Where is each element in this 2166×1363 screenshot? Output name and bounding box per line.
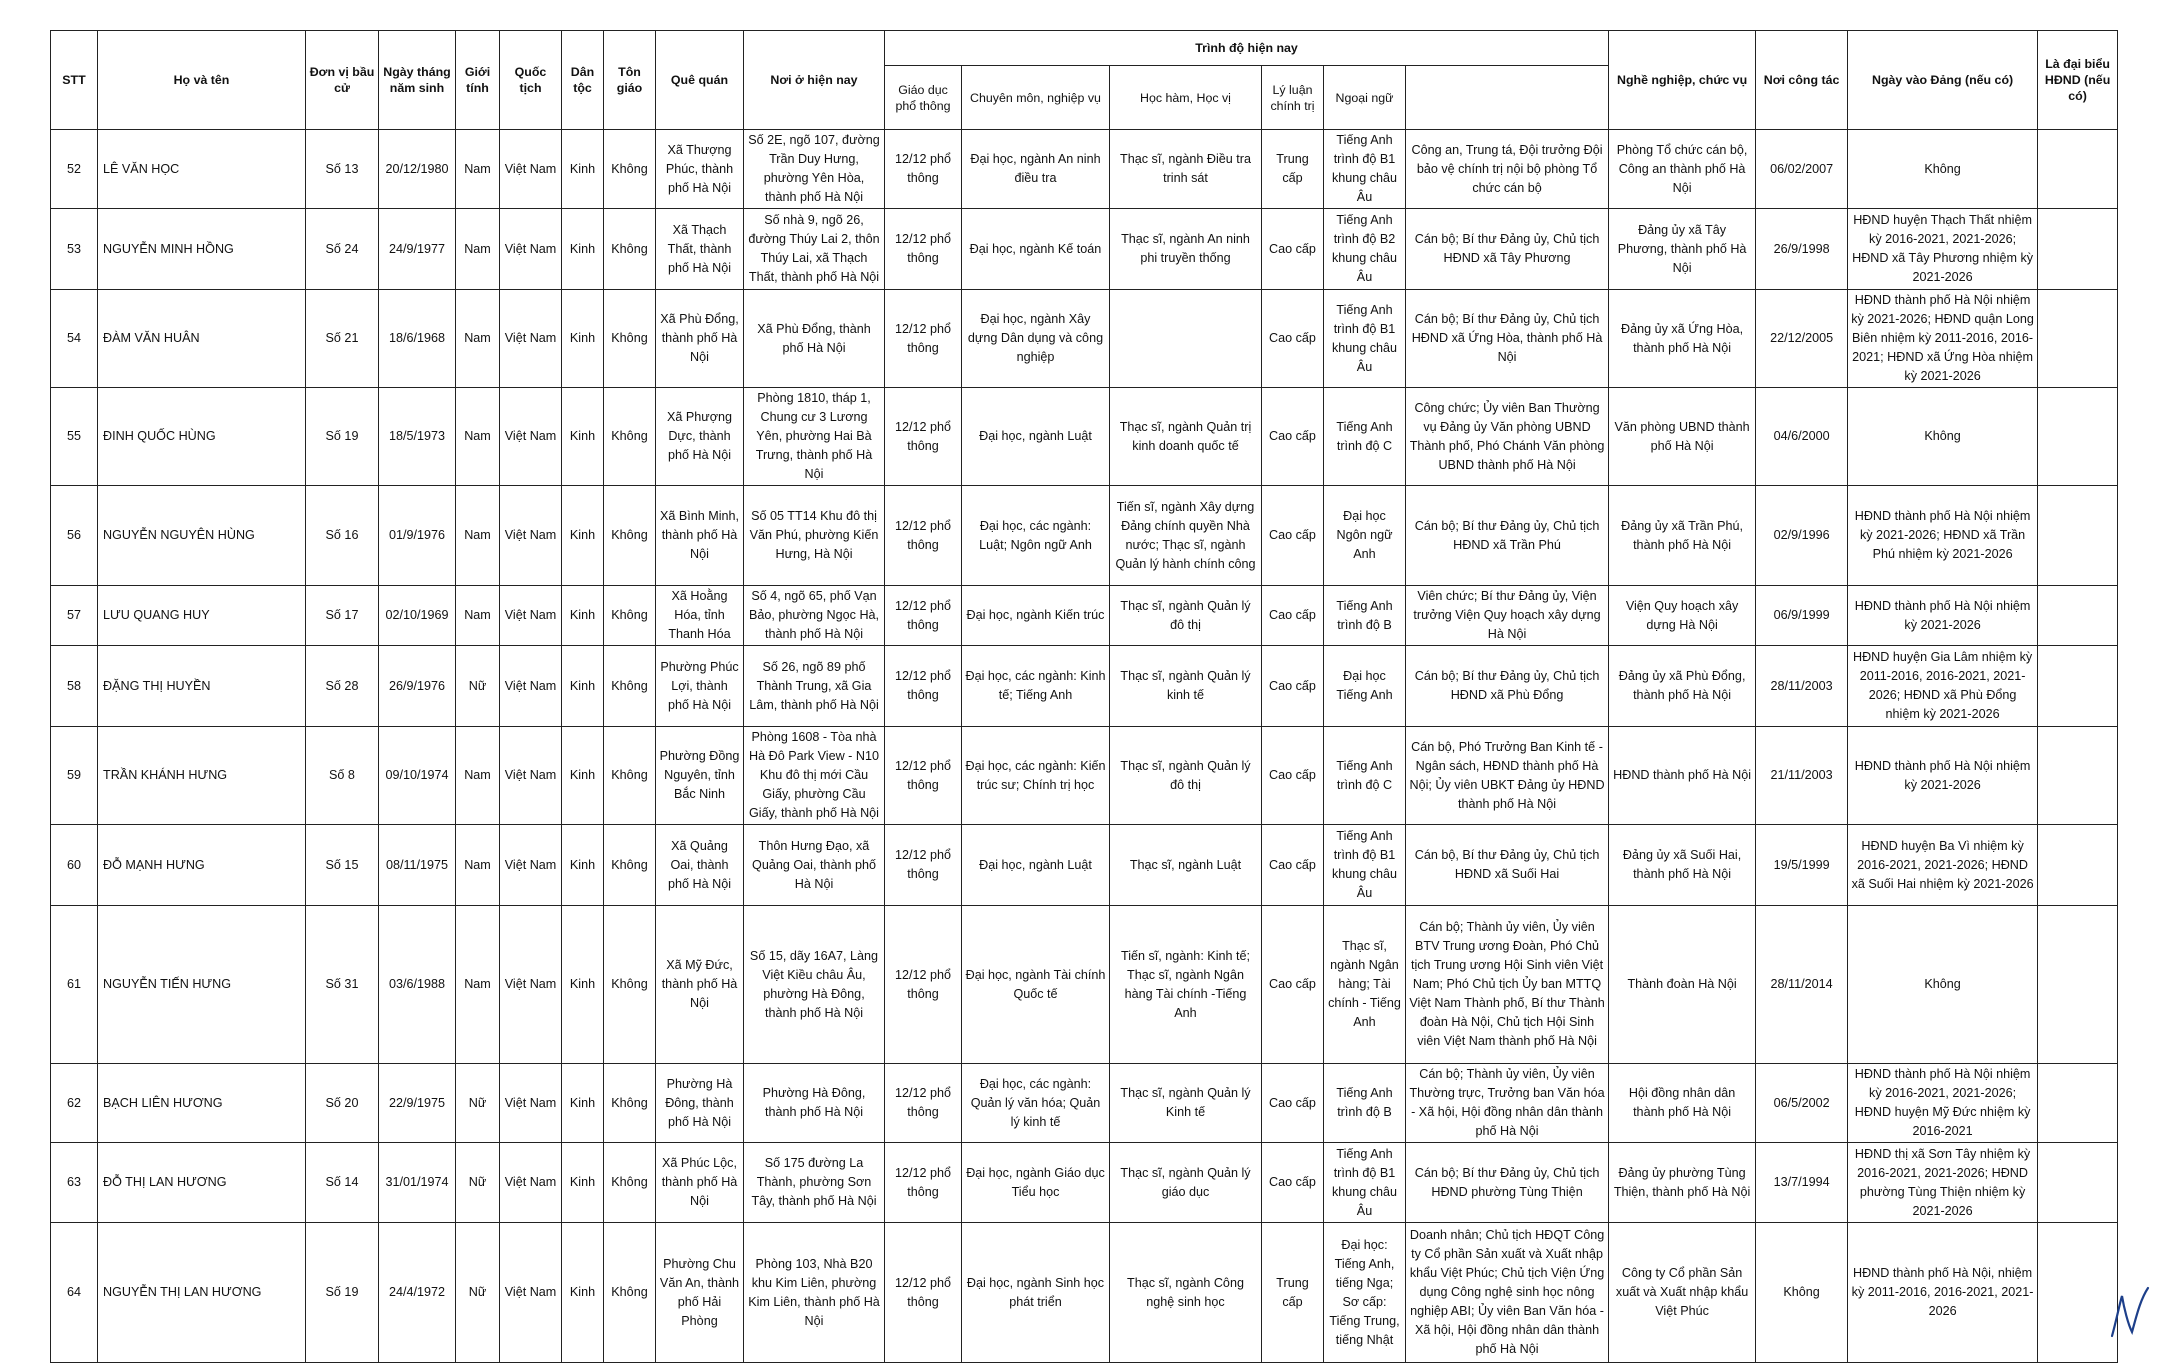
cell-specialty: Đại học, ngành Luật — [962, 388, 1110, 486]
col-header-stt: STT — [51, 31, 98, 130]
cell-address: Số 05 TT14 Khu đô thị Văn Phú, phường Kiến Hưng, Hà Nội — [744, 486, 885, 586]
cell-specialty: Đại học, các ngành: Quản lý văn hóa; Quản lý kinh tế — [962, 1064, 1110, 1143]
cell-foreign-language: Tiếng Anh trình độ B1 khung châu Âu — [1324, 825, 1406, 906]
cell-workplace: Công ty Cổ phần Sản xuất và Xuất nhập khẩu Việt Phúc — [1609, 1223, 1756, 1363]
table-row — [51, 1064, 2118, 1143]
cell-stt: 58 — [51, 646, 98, 727]
cell-workplace: Văn phòng UBND thành phố Hà Nội — [1609, 388, 1756, 486]
cell-sex: Nam — [456, 727, 500, 825]
cell-specialty: Đại học, ngành Kiến trúc — [962, 586, 1110, 646]
cell-political-theory: Cao cấp — [1262, 825, 1324, 906]
cell-academic-degree: Thạc sĩ, ngành Quản lý kinh tế — [1110, 646, 1262, 727]
cell-name: ĐỖ MẠNH HƯNG — [98, 825, 306, 906]
cell-foreign-language: Tiếng Anh trình độ B1 khung châu Âu — [1324, 290, 1406, 388]
cell-dob: 02/10/1969 — [379, 586, 456, 646]
cell-hometown: Xã Bình Minh, thành phố Hà Nội — [656, 486, 744, 586]
cell-dob: 22/9/1975 — [379, 1064, 456, 1143]
cell-stt: 52 — [51, 130, 98, 209]
cell-note — [2038, 1064, 2118, 1143]
cell-foreign-language: Tiếng Anh trình độ B — [1324, 1064, 1406, 1143]
cell-name: ĐẶNG THỊ HUYỀN — [98, 646, 306, 727]
col-header-hometown: Quê quán — [656, 31, 744, 130]
cell-nationality: Việt Nam — [500, 646, 562, 727]
cell-deputy: Không — [1848, 906, 2038, 1064]
cell-address: Số 15, dãy 16A7, Làng Việt Kiều châu Âu, phường Hà Đông, thành phố Hà Nội — [744, 906, 885, 1064]
cell-nationality: Việt Nam — [500, 486, 562, 586]
cell-workplace: Đảng ủy xã Suối Hai, thành phố Hà Nội — [1609, 825, 1756, 906]
cell-religion: Không — [604, 209, 656, 290]
cell-political-theory: Cao cấp — [1262, 586, 1324, 646]
cell-foreign-language: Đại học: Tiếng Anh, tiếng Nga; Sơ cấp: Tiếng Trung, tiếng Nhật — [1324, 1223, 1406, 1363]
cell-workplace: Đảng ủy xã Tây Phương, thành phố Hà Nội — [1609, 209, 1756, 290]
candidate-rows — [51, 130, 2118, 1363]
cell-name: NGUYỄN MINH HỒNG — [98, 209, 306, 290]
cell-workplace: Đảng ủy xã Ứng Hòa, thành phố Hà Nội — [1609, 290, 1756, 388]
cell-deputy: HĐND thành phố Hà Nội nhiệm kỳ 2016-2021, 2021-2026; HĐND huyện Mỹ Đức nhiệm kỳ 2016-2021 — [1848, 1064, 2038, 1143]
cell-name: NGUYỄN NGUYÊN HÙNG — [98, 486, 306, 586]
cell-academic-degree: Thạc sĩ, ngành Quản lý đô thị — [1110, 586, 1262, 646]
cell-occupation: Công an, Trung tá, Đội trưởng Đội bảo vệ chính trị nội bộ phòng Tổ chức cán bộ — [1406, 130, 1609, 209]
cell-note — [2038, 586, 2118, 646]
cell-occupation: Cán bộ; Thành ủy viên, Ủy viên BTV Trung ương Đoàn, Phó Chủ tịch Trung ương Hội Sinh viên Việt Nam; Phó Chủ tịch Ủy ban MTTQ Việt Nam Thành phố, Bí thư Thành đoàn Hà Nội, Chủ tịch Hội Sinh viên Việt Nam thành phố Hà Nội — [1406, 906, 1609, 1064]
cell-name: LÊ VĂN HỌC — [98, 130, 306, 209]
cell-dob: 09/10/1974 — [379, 727, 456, 825]
cell-address: Phòng 1810, tháp 1, Chung cư 3 Lương Yên, phường Hai Bà Trưng, thành phố Hà Nội — [744, 388, 885, 486]
cell-general-education: 12/12 phổ thông — [885, 586, 962, 646]
cell-name: LƯU QUANG HUY — [98, 586, 306, 646]
cell-sex: Nữ — [456, 646, 500, 727]
table-row — [51, 290, 2118, 388]
cell-unit: Số 28 — [306, 646, 379, 727]
cell-specialty: Đại học, ngành An ninh điều tra — [962, 130, 1110, 209]
cell-hometown: Phường Hà Đông, thành phố Hà Nội — [656, 1064, 744, 1143]
col-header-unit: Đơn vị bầu cử — [306, 31, 379, 130]
col-header-address: Nơi ở hiện nay — [744, 31, 885, 130]
cell-religion: Không — [604, 1143, 656, 1223]
cell-stt: 56 — [51, 486, 98, 586]
cell-hometown: Xã Hoằng Hóa, tỉnh Thanh Hóa — [656, 586, 744, 646]
table-row — [51, 906, 2118, 1064]
cell-political-theory: Cao cấp — [1262, 1064, 1324, 1143]
cell-workplace: Đảng ủy phường Tùng Thiện, thành phố Hà Nội — [1609, 1143, 1756, 1223]
cell-deputy: HĐND huyện Gia Lâm nhiệm kỳ 2011-2016, 2016-2021, 2021-2026; HĐND xã Phù Đổng nhiệm kỳ 2021-2026 — [1848, 646, 2038, 727]
cell-unit: Số 31 — [306, 906, 379, 1064]
candidate-table — [50, 30, 2118, 1363]
cell-foreign-language: Tiếng Anh trình độ C — [1324, 388, 1406, 486]
cell-name: TRẦN KHÁNH HƯNG — [98, 727, 306, 825]
cell-general-education: 12/12 phổ thông — [885, 130, 962, 209]
col-header-workplace: Nơi công tác — [1756, 31, 1848, 130]
header-row-1 — [51, 31, 2118, 66]
table-row — [51, 388, 2118, 486]
cell-workplace: Phòng Tổ chức cán bộ, Công an thành phố Hà Nội — [1609, 130, 1756, 209]
cell-unit: Số 15 — [306, 825, 379, 906]
cell-unit: Số 21 — [306, 290, 379, 388]
cell-name: NGUYỄN TIẾN HƯNG — [98, 906, 306, 1064]
cell-dob: 26/9/1976 — [379, 646, 456, 727]
cell-academic-degree: Thạc sĩ, ngành Công nghệ sinh học — [1110, 1223, 1262, 1363]
cell-foreign-language: Tiếng Anh trình độ B2 khung châu Âu — [1324, 209, 1406, 290]
cell-academic-degree: Thạc sĩ, ngành Quản lý Kinh tế — [1110, 1064, 1262, 1143]
cell-address: Số 175 đường La Thành, phường Sơn Tây, thành phố Hà Nội — [744, 1143, 885, 1223]
cell-foreign-language: Tiếng Anh trình độ B1 khung châu Âu — [1324, 130, 1406, 209]
cell-nationality: Việt Nam — [500, 727, 562, 825]
cell-unit: Số 17 — [306, 586, 379, 646]
cell-note — [2038, 727, 2118, 825]
cell-ethnicity: Kinh — [562, 1064, 604, 1143]
cell-note — [2038, 825, 2118, 906]
cell-specialty: Đại học, ngành Luật — [962, 825, 1110, 906]
cell-deputy: Không — [1848, 388, 2038, 486]
cell-name: ĐÀM VĂN HUÂN — [98, 290, 306, 388]
cell-note — [2038, 486, 2118, 586]
col-header-qualification-group: Trình độ hiện nay — [885, 31, 1609, 66]
cell-specialty: Đại học, ngành Xây dựng Dân dụng và công nghiệp — [962, 290, 1110, 388]
cell-stt: 55 — [51, 388, 98, 486]
cell-occupation: Cán bộ, Phó Trưởng Ban Kinh tế - Ngân sách, HĐND thành phố Hà Nội; Ủy viên UBKT Đảng ủy HĐND thành phố Hà Nội — [1406, 727, 1609, 825]
cell-nationality: Việt Nam — [500, 906, 562, 1064]
cell-occupation: Cán bộ; Bí thư Đảng ủy, Chủ tịch HĐND xã Ứng Hòa, thành phố Hà Nội — [1406, 290, 1609, 388]
cell-academic-degree: Thạc sĩ, ngành Quản lý giáo dục — [1110, 1143, 1262, 1223]
cell-note — [2038, 1143, 2118, 1223]
cell-general-education: 12/12 phổ thông — [885, 388, 962, 486]
cell-general-education: 12/12 phổ thông — [885, 209, 962, 290]
cell-religion: Không — [604, 646, 656, 727]
cell-nationality: Việt Nam — [500, 209, 562, 290]
cell-general-education: 12/12 phổ thông — [885, 646, 962, 727]
cell-party-date: 06/5/2002 — [1756, 1064, 1848, 1143]
cell-political-theory: Trung cấp — [1262, 1223, 1324, 1363]
cell-foreign-language: Đại học Ngôn ngữ Anh — [1324, 486, 1406, 586]
cell-religion: Không — [604, 1223, 656, 1363]
cell-stt: 60 — [51, 825, 98, 906]
cell-political-theory: Cao cấp — [1262, 646, 1324, 727]
cell-general-education: 12/12 phổ thông — [885, 825, 962, 906]
col-header-foreign-language: Ngoại ngữ — [1324, 66, 1406, 130]
cell-party-date: 28/11/2003 — [1756, 646, 1848, 727]
cell-hometown: Xã Phù Đổng, thành phố Hà Nội — [656, 290, 744, 388]
cell-specialty: Đại học, các ngành: Kiến trúc sư; Chính trị học — [962, 727, 1110, 825]
cell-note — [2038, 646, 2118, 727]
cell-specialty: Đại học, ngành Giáo dục Tiểu học — [962, 1143, 1110, 1223]
cell-stt: 61 — [51, 906, 98, 1064]
cell-dob: 20/12/1980 — [379, 130, 456, 209]
col-header-party-date: Ngày vào Đảng (nếu có) — [1848, 31, 2038, 130]
cell-note — [2038, 906, 2118, 1064]
cell-party-date: 06/9/1999 — [1756, 586, 1848, 646]
cell-unit: Số 19 — [306, 388, 379, 486]
cell-dob: 24/4/1972 — [379, 1223, 456, 1363]
cell-dob: 08/11/1975 — [379, 825, 456, 906]
cell-ethnicity: Kinh — [562, 646, 604, 727]
cell-specialty: Đại học, ngành Tài chính Quốc tế — [962, 906, 1110, 1064]
col-header-name: Họ và tên — [98, 31, 306, 130]
cell-specialty: Đại học, ngành Kế toán — [962, 209, 1110, 290]
cell-sex: Nam — [456, 486, 500, 586]
table-row — [51, 825, 2118, 906]
cell-religion: Không — [604, 906, 656, 1064]
cell-deputy: HĐND thành phố Hà Nội, nhiệm kỳ 2011-2016, 2016-2021, 2021-2026 — [1848, 1223, 2038, 1363]
signature-mark — [2108, 1282, 2152, 1342]
cell-deputy: HĐND thành phố Hà Nội nhiệm kỳ 2021-2026; HĐND quận Long Biên nhiệm kỳ 2011-2016, 2016-2021; HĐND xã Ứng Hòa nhiệm kỳ 2021-2026 — [1848, 290, 2038, 388]
cell-academic-degree: Thạc sĩ, ngành An ninh phi truyền thống — [1110, 209, 1262, 290]
cell-occupation: Cán bộ; Bí thư Đảng ủy, Chủ tịch HĐND phường Tùng Thiện — [1406, 1143, 1609, 1223]
cell-note — [2038, 1223, 2118, 1363]
cell-academic-degree: Thạc sĩ, ngành Điều tra trinh sát — [1110, 130, 1262, 209]
cell-academic-degree — [1110, 290, 1262, 388]
cell-stt: 54 — [51, 290, 98, 388]
cell-stt: 57 — [51, 586, 98, 646]
table-row — [51, 130, 2118, 209]
cell-sex: Nam — [456, 586, 500, 646]
cell-address: Phòng 103, Nhà B20 khu Kim Liên, phường Kim Liên, thành phố Hà Nội — [744, 1223, 885, 1363]
table-row — [51, 646, 2118, 727]
cell-general-education: 12/12 phổ thông — [885, 1064, 962, 1143]
cell-hometown: Xã Thạch Thất, thành phố Hà Nội — [656, 209, 744, 290]
cell-workplace: Viện Quy hoạch xây dựng Hà Nội — [1609, 586, 1756, 646]
cell-unit: Số 14 — [306, 1143, 379, 1223]
cell-sex: Nam — [456, 906, 500, 1064]
cell-religion: Không — [604, 130, 656, 209]
cell-political-theory: Cao cấp — [1262, 388, 1324, 486]
cell-religion: Không — [604, 727, 656, 825]
cell-party-date: 13/7/1994 — [1756, 1143, 1848, 1223]
cell-political-theory: Cao cấp — [1262, 209, 1324, 290]
cell-dob: 18/5/1973 — [379, 388, 456, 486]
cell-religion: Không — [604, 290, 656, 388]
cell-address: Xã Phù Đổng, thành phố Hà Nội — [744, 290, 885, 388]
cell-ethnicity: Kinh — [562, 130, 604, 209]
cell-specialty: Đại học, ngành Sinh học phát triển — [962, 1223, 1110, 1363]
cell-workplace: Đảng ủy xã Trần Phú, thành phố Hà Nội — [1609, 486, 1756, 586]
cell-religion: Không — [604, 486, 656, 586]
cell-foreign-language: Thạc sĩ, ngành Ngân hàng; Tài chính - Tiếng Anh — [1324, 906, 1406, 1064]
cell-religion: Không — [604, 586, 656, 646]
cell-address: Phường Hà Đông, thành phố Hà Nội — [744, 1064, 885, 1143]
table-row — [51, 209, 2118, 290]
cell-address: Số 2E, ngõ 107, đường Trần Duy Hưng, phường Yên Hòa, thành phố Hà Nội — [744, 130, 885, 209]
cell-hometown: Xã Phượng Dực, thành phố Hà Nội — [656, 388, 744, 486]
cell-party-date: Không — [1756, 1223, 1848, 1363]
cell-specialty: Đại học, các ngành: Kinh tế; Tiếng Anh — [962, 646, 1110, 727]
cell-nationality: Việt Nam — [500, 586, 562, 646]
col-header-occupation: Nghề nghiệp, chức vụ — [1609, 31, 1756, 130]
cell-sex: Nam — [456, 388, 500, 486]
cell-workplace: Thành đoàn Hà Nội — [1609, 906, 1756, 1064]
cell-general-education: 12/12 phổ thông — [885, 486, 962, 586]
cell-sex: Nam — [456, 209, 500, 290]
cell-party-date: 28/11/2014 — [1756, 906, 1848, 1064]
cell-ethnicity: Kinh — [562, 486, 604, 586]
col-header-political-theory: Lý luận chính trị — [1262, 66, 1324, 130]
cell-name: ĐỖ THỊ LAN HƯƠNG — [98, 1143, 306, 1223]
cell-workplace: Hội đồng nhân dân thành phố Hà Nội — [1609, 1064, 1756, 1143]
cell-party-date: 04/6/2000 — [1756, 388, 1848, 486]
cell-unit: Số 16 — [306, 486, 379, 586]
cell-hometown: Xã Mỹ Đức, thành phố Hà Nội — [656, 906, 744, 1064]
col-header-dob: Ngày tháng năm sinh — [379, 31, 456, 130]
cell-name: NGUYỄN THỊ LAN HƯƠNG — [98, 1223, 306, 1363]
cell-address: Thôn Hưng Đạo, xã Quảng Oai, thành phố Hà Nội — [744, 825, 885, 906]
cell-stt: 59 — [51, 727, 98, 825]
cell-foreign-language: Tiếng Anh trình độ C — [1324, 727, 1406, 825]
cell-unit: Số 8 — [306, 727, 379, 825]
cell-political-theory: Trung cấp — [1262, 130, 1324, 209]
cell-occupation: Cán bộ; Bí thư Đảng ủy, Chủ tịch HĐND xã Phù Đổng — [1406, 646, 1609, 727]
cell-party-date: 22/12/2005 — [1756, 290, 1848, 388]
cell-dob: 24/9/1977 — [379, 209, 456, 290]
cell-ethnicity: Kinh — [562, 825, 604, 906]
cell-political-theory: Cao cấp — [1262, 1143, 1324, 1223]
candidate-list-sheet — [50, 30, 2117, 1363]
cell-unit: Số 19 — [306, 1223, 379, 1363]
cell-unit: Số 20 — [306, 1064, 379, 1143]
cell-dob: 31/01/1974 — [379, 1143, 456, 1223]
cell-deputy: HĐND huyện Thạch Thất nhiệm kỳ 2016-2021, 2021-2026; HĐND xã Tây Phương nhiệm kỳ 2021-2026 — [1848, 209, 2038, 290]
cell-dob: 18/6/1968 — [379, 290, 456, 388]
cell-religion: Không — [604, 1064, 656, 1143]
cell-stt: 64 — [51, 1223, 98, 1363]
cell-note — [2038, 209, 2118, 290]
col-header-academic-degree: Học hàm, Học vị — [1110, 66, 1262, 130]
cell-general-education: 12/12 phổ thông — [885, 906, 962, 1064]
cell-foreign-language: Tiếng Anh trình độ B1 khung châu Âu — [1324, 1143, 1406, 1223]
cell-stt: 63 — [51, 1143, 98, 1223]
cell-party-date: 06/02/2007 — [1756, 130, 1848, 209]
cell-foreign-language: Tiếng Anh trình độ B — [1324, 586, 1406, 646]
cell-name: BẠCH LIÊN HƯƠNG — [98, 1064, 306, 1143]
col-header-deputy: Là đại biểu HĐND (nếu có) — [2038, 31, 2118, 130]
cell-general-education: 12/12 phổ thông — [885, 727, 962, 825]
cell-general-education: 12/12 phổ thông — [885, 1223, 962, 1363]
col-header-religion: Tôn giáo — [604, 31, 656, 130]
cell-hometown: Xã Quảng Oai, thành phố Hà Nội — [656, 825, 744, 906]
cell-name: ĐINH QUỐC HÙNG — [98, 388, 306, 486]
cell-party-date: 26/9/1998 — [1756, 209, 1848, 290]
cell-ethnicity: Kinh — [562, 586, 604, 646]
cell-nationality: Việt Nam — [500, 130, 562, 209]
cell-note — [2038, 130, 2118, 209]
cell-note — [2038, 290, 2118, 388]
cell-academic-degree: Tiến sĩ, ngành Xây dựng Đảng chính quyền Nhà nước; Thạc sĩ, ngành Quản lý hành chính công — [1110, 486, 1262, 586]
cell-occupation: Cán bộ; Bí thư Đảng ủy, Chủ tịch HĐND xã Tây Phương — [1406, 209, 1609, 290]
cell-academic-degree: Thạc sĩ, ngành Quản lý đô thị — [1110, 727, 1262, 825]
cell-address: Số 4, ngõ 65, phố Vạn Bảo, phường Ngọc Hà, thành phố Hà Nội — [744, 586, 885, 646]
table-row — [51, 586, 2118, 646]
cell-ethnicity: Kinh — [562, 388, 604, 486]
cell-occupation: Doanh nhân; Chủ tịch HĐQT Công ty Cổ phần Sản xuất và Xuất nhập khẩu Việt Phúc; Chủ tịch Viện Ứng dụng Công nghệ sinh học nông nghiệp ABI; Ủy viên Ban Văn hóa - Xã hội, Hội đồng nhân dân thành phố Hà Nội — [1406, 1223, 1609, 1363]
cell-ethnicity: Kinh — [562, 1223, 604, 1363]
cell-deputy: HĐND thành phố Hà Nội nhiệm kỳ 2021-2026; HĐND xã Trần Phú nhiệm kỳ 2021-2026 — [1848, 486, 2038, 586]
cell-sex: Nam — [456, 825, 500, 906]
cell-political-theory: Cao cấp — [1262, 906, 1324, 1064]
cell-political-theory: Cao cấp — [1262, 290, 1324, 388]
cell-hometown: Phường Phúc Lợi, thành phố Hà Nội — [656, 646, 744, 727]
cell-ethnicity: Kinh — [562, 209, 604, 290]
col-header-specialty: Chuyên môn, nghiệp vụ — [962, 66, 1110, 130]
cell-general-education: 12/12 phổ thông — [885, 1143, 962, 1223]
cell-note — [2038, 388, 2118, 486]
cell-sex: Nam — [456, 130, 500, 209]
cell-sex: Nam — [456, 290, 500, 388]
cell-stt: 53 — [51, 209, 98, 290]
cell-nationality: Việt Nam — [500, 1064, 562, 1143]
cell-religion: Không — [604, 388, 656, 486]
cell-hometown: Phường Chu Văn An, thành phố Hải Phòng — [656, 1223, 744, 1363]
col-header-sex: Giới tính — [456, 31, 500, 130]
cell-deputy: HĐND thị xã Sơn Tây nhiệm kỳ 2016-2021, 2021-2026; HĐND phường Tùng Thiện nhiệm kỳ 2021-2026 — [1848, 1143, 2038, 1223]
cell-academic-degree: Tiến sĩ, ngành: Kinh tế; Thạc sĩ, ngành Ngân hàng Tài chính -Tiếng Anh — [1110, 906, 1262, 1064]
cell-deputy: Không — [1848, 130, 2038, 209]
cell-ethnicity: Kinh — [562, 290, 604, 388]
cell-political-theory: Cao cấp — [1262, 727, 1324, 825]
cell-stt: 62 — [51, 1064, 98, 1143]
cell-hometown: Phường Đồng Nguyên, tỉnh Bắc Ninh — [656, 727, 744, 825]
cell-nationality: Việt Nam — [500, 825, 562, 906]
cell-sex: Nữ — [456, 1223, 500, 1363]
cell-workplace: Đảng ủy xã Phù Đổng, thành phố Hà Nội — [1609, 646, 1756, 727]
col-header-ethnicity: Dân tộc — [562, 31, 604, 130]
cell-deputy: HĐND thành phố Hà Nội nhiệm kỳ 2021-2026 — [1848, 586, 2038, 646]
cell-nationality: Việt Nam — [500, 1143, 562, 1223]
cell-nationality: Việt Nam — [500, 388, 562, 486]
table-row — [51, 486, 2118, 586]
table-row — [51, 1223, 2118, 1363]
cell-dob: 03/6/1988 — [379, 906, 456, 1064]
cell-occupation: Cán bộ; Bí thư Đảng ủy, Chủ tịch HĐND xã Trần Phú — [1406, 486, 1609, 586]
cell-address: Số 26, ngõ 89 phố Thành Trung, xã Gia Lâm, thành phố Hà Nội — [744, 646, 885, 727]
cell-political-theory: Cao cấp — [1262, 486, 1324, 586]
cell-occupation: Công chức; Ủy viên Ban Thường vụ Đảng ủy Văn phòng UBND Thành phố, Phó Chánh Văn phòng UBND thành phố Hà Nội — [1406, 388, 1609, 486]
cell-party-date: 21/11/2003 — [1756, 727, 1848, 825]
cell-workplace: HĐND thành phố Hà Nội — [1609, 727, 1756, 825]
cell-dob: 01/9/1976 — [379, 486, 456, 586]
cell-occupation: Cán bộ, Bí thư Đảng ủy, Chủ tịch HĐND xã Suối Hai — [1406, 825, 1609, 906]
cell-sex: Nữ — [456, 1064, 500, 1143]
cell-academic-degree: Thạc sĩ, ngành Quản trị kinh doanh quốc tế — [1110, 388, 1262, 486]
cell-ethnicity: Kinh — [562, 906, 604, 1064]
cell-unit: Số 24 — [306, 209, 379, 290]
cell-party-date: 19/5/1999 — [1756, 825, 1848, 906]
cell-specialty: Đại học, các ngành: Luật; Ngôn ngữ Anh — [962, 486, 1110, 586]
cell-foreign-language: Đại học Tiếng Anh — [1324, 646, 1406, 727]
cell-religion: Không — [604, 825, 656, 906]
cell-party-date: 02/9/1996 — [1756, 486, 1848, 586]
cell-deputy: HĐND thành phố Hà Nội nhiệm kỳ 2021-2026 — [1848, 727, 2038, 825]
cell-unit: Số 13 — [306, 130, 379, 209]
cell-ethnicity: Kinh — [562, 1143, 604, 1223]
cell-occupation: Cán bộ; Thành ủy viên, Ủy viên Thường trực, Trưởng ban Văn hóa - Xã hội, Hội đồng nhân dân thành phố Hà Nội — [1406, 1064, 1609, 1143]
cell-address: Phòng 1608 - Tòa nhà Hà Đô Park View - N10 Khu đô thị mới Cầu Giấy, phường Cầu Giấy, thành phố Hà Nội — [744, 727, 885, 825]
cell-address: Số nhà 9, ngõ 26, đường Thúy Lai 2, thôn Thúy Lai, xã Thạch Thất, thành phố Hà Nội — [744, 209, 885, 290]
cell-nationality: Việt Nam — [500, 290, 562, 388]
cell-deputy: HĐND huyện Ba Vì nhiệm kỳ 2016-2021, 2021-2026; HĐND xã Suối Hai nhiệm kỳ 2021-2026 — [1848, 825, 2038, 906]
col-header-general-education: Giáo dục phổ thông — [885, 66, 962, 130]
cell-ethnicity: Kinh — [562, 727, 604, 825]
cell-hometown: Xã Thượng Phúc, thành phố Hà Nội — [656, 130, 744, 209]
cell-academic-degree: Thạc sĩ, ngành Luật — [1110, 825, 1262, 906]
cell-general-education: 12/12 phổ thông — [885, 290, 962, 388]
cell-sex: Nữ — [456, 1143, 500, 1223]
table-row — [51, 727, 2118, 825]
cell-nationality: Việt Nam — [500, 1223, 562, 1363]
table-row — [51, 1143, 2118, 1223]
cell-occupation: Viên chức; Bí thư Đảng ủy, Viện trưởng Viện Quy hoạch xây dựng Hà Nội — [1406, 586, 1609, 646]
cell-hometown: Xã Phúc Lộc, thành phố Hà Nội — [656, 1143, 744, 1223]
col-header-nationality: Quốc tịch — [500, 31, 562, 130]
